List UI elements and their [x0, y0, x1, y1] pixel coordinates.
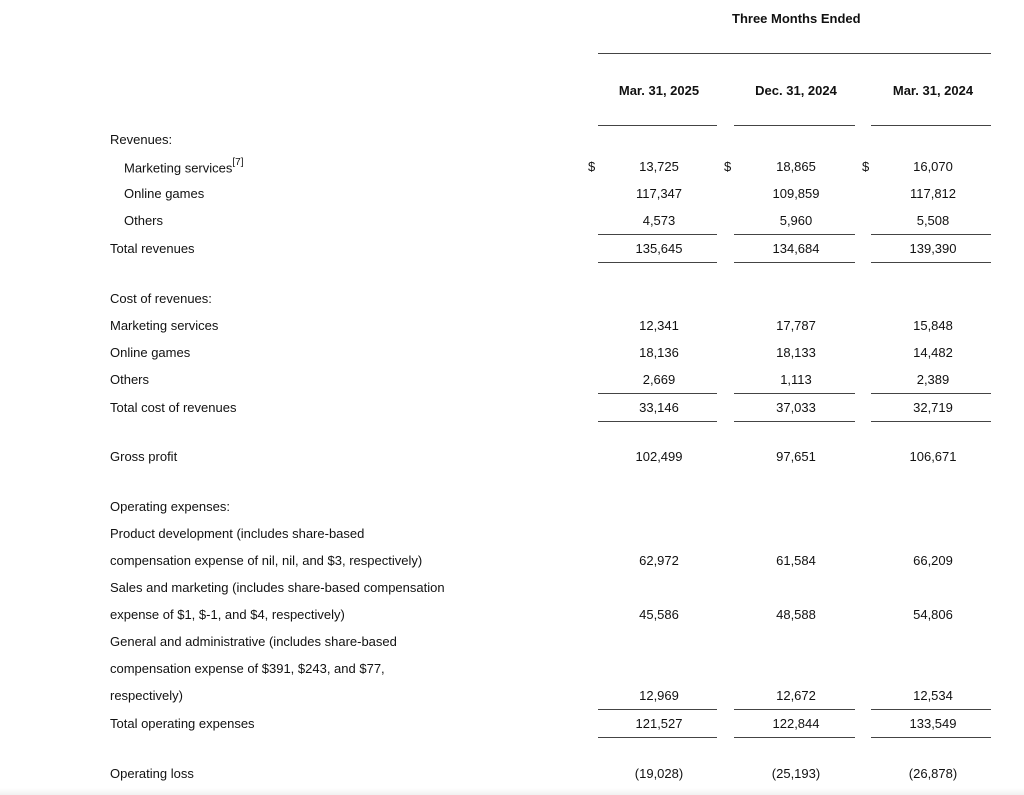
cell-value: (19,028): [634, 766, 684, 781]
cost-of-revenues-heading: Cost of revenues:: [110, 291, 212, 306]
operating-expenses-heading: Operating expenses:: [110, 499, 230, 514]
row-label-general-administrative-cont: compensation expense of $391, $243, and $77,: [110, 661, 385, 676]
row-label-product-development-cont: compensation expense of nil, nil, and $3, respectively): [110, 553, 423, 568]
total-rule: [734, 737, 855, 738]
subtotal-rule: [734, 709, 855, 710]
currency-symbol: $: [588, 159, 596, 174]
cell-value: 4,573: [642, 213, 676, 228]
subtotal-rule: [871, 234, 991, 235]
cell-value: 16,070: [913, 159, 953, 174]
cell-value: 54,806: [913, 607, 953, 622]
cell-value: (25,193): [771, 766, 821, 781]
cell-value: 134,684: [772, 241, 820, 256]
currency-symbol: $: [724, 159, 732, 174]
cell-value: 33,146: [639, 400, 679, 415]
revenues-heading: Revenues:: [110, 132, 173, 147]
row-label-general-administrative: General and administrative (includes share-based: [110, 634, 397, 649]
cell-value: 48,588: [776, 607, 816, 622]
cell-value: 12,341: [639, 318, 679, 333]
row-label-cost-others: Others: [110, 372, 150, 387]
period-title: Three Months Ended: [732, 11, 861, 26]
cell-value: 122,844: [772, 716, 820, 731]
total-rule: [871, 737, 991, 738]
row-label-marketing-services: Marketing services[7]: [124, 157, 244, 176]
row-label-operating-loss: Operating loss: [110, 766, 194, 781]
total-rule: [871, 421, 991, 422]
cell-value: 121,527: [635, 716, 683, 731]
cell-value: 18,865: [776, 159, 816, 174]
cell-value: 106,671: [909, 449, 957, 464]
cell-value: 117,347: [635, 186, 683, 201]
header-rule: [598, 53, 991, 54]
total-rule: [598, 421, 717, 422]
cell-value: 66,209: [913, 553, 953, 568]
currency-symbol: $: [862, 159, 870, 174]
cell-value: 133,549: [909, 716, 957, 731]
subtotal-rule: [871, 393, 991, 394]
row-label-gross-profit: Gross profit: [110, 449, 178, 464]
total-rule: [598, 737, 717, 738]
cell-value: 97,651: [776, 449, 816, 464]
column-rule: [598, 125, 717, 126]
row-label-total-cost-of-revenues: Total cost of revenues: [110, 400, 237, 415]
row-label-others: Others: [124, 213, 164, 228]
cell-value: 62,972: [639, 553, 679, 568]
page-bottom-edge: [0, 788, 1024, 795]
row-label-online-games: Online games: [124, 186, 205, 201]
cell-value: 139,390: [909, 241, 957, 256]
row-label-total-revenues: Total revenues: [110, 241, 195, 256]
cell-value: 1,113: [780, 372, 812, 387]
cell-value: 117,812: [909, 186, 957, 201]
cell-value: 5,960: [779, 213, 813, 228]
column-header-mar-2025: Mar. 31, 2025: [618, 83, 700, 98]
subtotal-rule: [598, 234, 717, 235]
column-header-mar-2024: Mar. 31, 2024: [892, 83, 974, 98]
cell-value: 109,859: [772, 186, 820, 201]
column-rule: [734, 125, 855, 126]
total-rule: [734, 262, 855, 263]
subtotal-rule: [734, 234, 855, 235]
cell-value: 2,389: [916, 372, 950, 387]
row-label-product-development: Product development (includes share-based: [110, 526, 365, 541]
cell-value: 17,787: [776, 318, 816, 333]
cell-value: 2,669: [642, 372, 676, 387]
cell-value: 135,645: [635, 241, 683, 256]
cell-value: 14,482: [913, 345, 953, 360]
cell-value: 15,848: [913, 318, 953, 333]
column-header-dec-2024: Dec. 31, 2024: [755, 83, 837, 98]
cell-value: 32,719: [913, 400, 953, 415]
cell-value: 61,584: [776, 553, 816, 568]
row-label-sales-marketing-cont: expense of $1, $-1, and $4, respectively): [110, 607, 345, 622]
column-rule: [871, 125, 991, 126]
footnote-marker: [7]: [232, 157, 244, 168]
cell-value: 12,672: [776, 688, 816, 703]
cell-value: (26,878): [908, 766, 958, 781]
cell-value: 12,534: [913, 688, 953, 703]
subtotal-rule: [598, 393, 717, 394]
total-rule: [871, 262, 991, 263]
cell-value: 18,136: [639, 345, 679, 360]
cell-value: 102,499: [635, 449, 683, 464]
total-rule: [598, 262, 717, 263]
row-label-total-operating-expenses: Total operating expenses: [110, 716, 255, 731]
cell-value: 45,586: [639, 607, 679, 622]
row-label-cost-marketing-services: Marketing services: [110, 318, 219, 333]
subtotal-rule: [734, 393, 855, 394]
cell-value: 18,133: [776, 345, 816, 360]
subtotal-rule: [871, 709, 991, 710]
cell-value: 13,725: [639, 159, 679, 174]
cell-value: 37,033: [776, 400, 816, 415]
cell-value: 12,969: [639, 688, 679, 703]
row-label-cost-online-games: Online games: [110, 345, 191, 360]
cell-value: 5,508: [916, 213, 950, 228]
total-rule: [734, 421, 855, 422]
subtotal-rule: [598, 709, 717, 710]
row-label-sales-marketing: Sales and marketing (includes share-based compensation: [110, 580, 445, 595]
row-label-general-administrative-cont: respectively): [110, 688, 183, 703]
